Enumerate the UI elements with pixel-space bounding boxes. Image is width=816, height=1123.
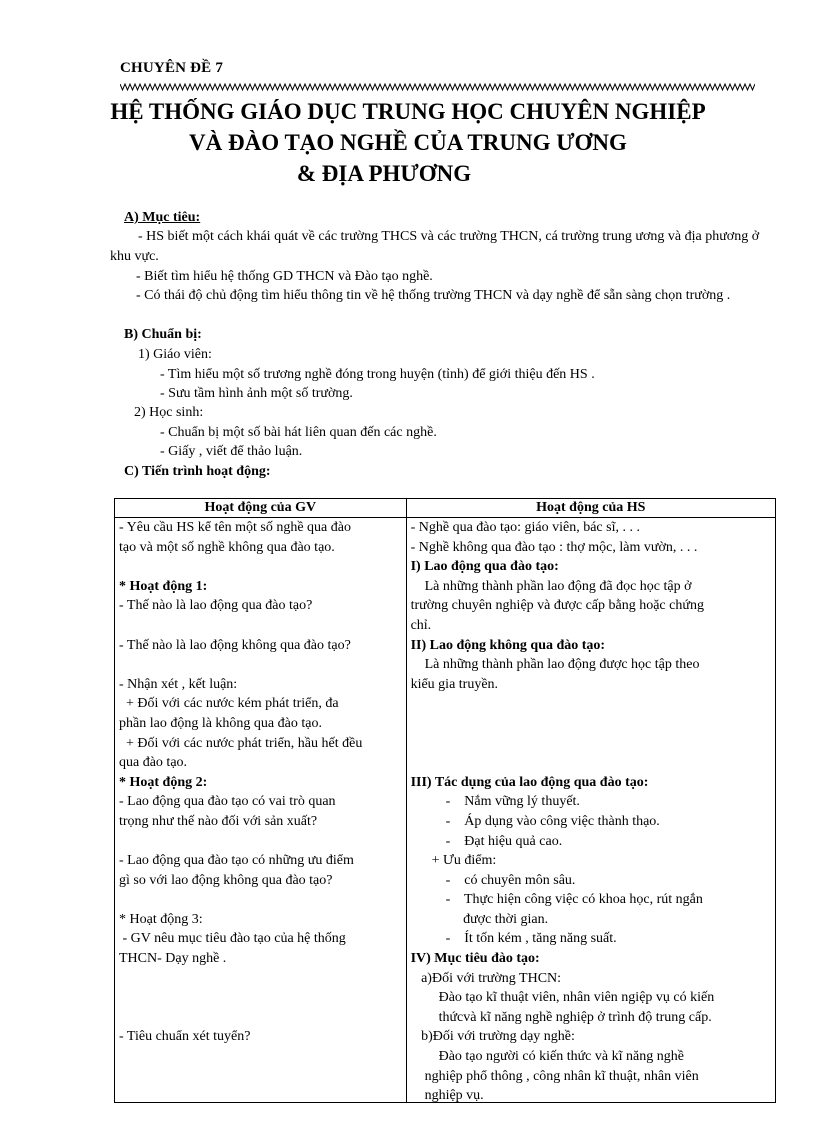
hs-line: Là những thành phần lao động được học tập theo [410,657,700,673]
page-title [0,96,816,189]
hs-heading-3: III) Tác dụng của lao động qua đào tạo: [410,774,649,790]
hs-line: Đào tạo kĩ thuật viên, nhân viên ngiệp vụ có kiến [410,990,715,1006]
gv-line: phần lao động là không qua đào tạo. [119,715,322,731]
hs-line: - Nghề không qua đào tạo : thợ mộc, làm vườn, . . . [410,539,698,555]
student-label: 2) Học sinh: [134,405,204,420]
hs-activities-cell [406,518,775,1103]
title-line-3: & ĐỊA PHƯƠNG [296,161,472,186]
gv-line: gì so với lao động không qua đào tạo? [119,872,333,888]
hs-line: Đào tạo người có kiến thức và kĩ năng nghề [410,1049,684,1065]
hs-line: - Nghề qua đào tạo: giáo viên, bác sĩ, . . . [410,520,640,535]
hs-line: Là những thành phần lao động đã đọc học tập ở [410,578,692,594]
col-header-gv: Hoạt động của GV [115,499,407,518]
gv-line: - Nhận xét , kết luận: [119,676,238,692]
wavy-divider [120,82,755,92]
hs-line: a)Đối với trường THCN: [410,970,562,986]
hs-line: - Nắm vững lý thuyết. [410,794,580,810]
activity-2-heading: * Hoạt động 2: [119,774,208,790]
teacher-label: 1) Giáo viên: [138,347,212,362]
hs-line: - Ít tốn kém , tăng năng suất. [410,931,617,947]
hs-line: - có chuyên môn sâu. [410,872,576,888]
activity-table [114,498,776,1103]
gv-line: - GV nêu mục tiêu đào tạo của hệ thống [119,931,346,947]
section-c-heading: C) Tiến trình hoạt động: [124,464,271,479]
student-item-1: - Chuẩn bị một số bài hát liên quan đến các nghề. [160,425,437,440]
section-a-heading: A) Mục tiêu: [124,210,201,225]
table-row [115,518,776,1103]
hs-line: nghiệp phổ thông , công nhân kĩ thuật, nhân viên [410,1068,699,1084]
section-a-p2: - Biết tìm hiểu hệ thống GD THCN và Đào tạo nghề. [136,269,433,284]
gv-line: trọng như thế nào đối với sản xuất? [119,813,318,829]
hs-heading-4: IV) Mục tiêu đào tạo: [410,951,540,967]
gv-activities-cell [115,518,407,1103]
title-line-1: HỆ THỐNG GIÁO DỤC TRUNG HỌC CHUYÊN NGHIỆP [110,99,706,124]
hs-line: thứcvà kĩ năng nghề nghiệp ở trình độ trung cấp. [410,1009,712,1025]
gv-line: - Yêu cầu HS kể tên một số nghề qua đào [119,520,351,535]
hs-line: b)Đối với trường dạy nghề: [410,1029,575,1045]
hs-line: chỉ. [410,617,432,633]
hs-line: trường chuyên nghiệp và được cấp bằng hoặc chứng [410,598,704,614]
hs-line: - Thực hiện công việc có khoa học, rút ngắn [410,892,703,908]
hs-line: + Ưu điểm: [410,853,497,869]
teacher-item-2: - Sưu tầm hình ảnh một số trường. [160,386,353,401]
hs-line: được thời gian. [410,911,549,927]
gv-line: THCN- Dạy nghề . [119,951,227,967]
hs-line: kiểu gia truyền. [410,676,499,692]
hs-line: - Đạt hiệu quả cao. [410,833,563,849]
section-b-heading: B) Chuẩn bị: [124,327,202,342]
gv-line: - Thế nào là lao động không qua đào tạo? [119,637,351,653]
gv-line: + Đối với các nước kém phát triển, đa [119,696,339,712]
teacher-item-1: - Tìm hiểu một số trương nghề đóng trong huyện (tỉnh) để giới thiệu đến HS . [160,367,595,382]
col-header-hs: Hoạt động của HS [406,499,775,518]
gv-line: qua đào tạo. [119,755,188,771]
title-line-2: VÀ ĐÀO TẠO NGHỀ CỦA TRUNG ƯƠNG [189,130,627,155]
hs-heading-1: I) Lao động qua đào tạo: [410,559,559,575]
table-header-row [115,499,776,518]
section-a-p1: - HS biết một cách khái quát về các trường THCS và các trường THCN, cá trường trung ương và địa phương ở khu vực. [110,229,760,264]
student-item-2: - Giấy , viết để thảo luận. [160,444,303,459]
gv-line: - Thế nào là lao động qua đào tạo? [119,598,313,614]
gv-line: - Lao động qua đào tạo có vai trò quan [119,794,336,810]
section-a-p3: - Có thái độ chủ động tìm hiểu thông tin về hệ thống trường THCN và dạy nghề để sẵn sàng chọn trường . [136,288,731,303]
gv-line: - Lao động qua đào tạo có những ưu điểm [119,853,354,869]
activity-1-heading: * Hoạt động 1: [119,578,208,594]
activity-3-heading: * Hoạt động 3: [119,911,203,927]
gv-line: + Đối với các nước phát triển, hầu hết đều [119,735,363,751]
hs-line: - Áp dụng vào công việc thành thạo. [410,813,660,829]
gv-line: tạo và một số nghề không qua đào tạo. [119,539,335,555]
gv-line: - Tiêu chuẩn xét tuyển? [119,1029,251,1045]
hs-heading-2: II) Lao động không qua đào tạo: [410,637,606,653]
hs-line: nghiệp vụ. [410,1088,484,1104]
topic-label: CHUYÊN ĐỀ 7 [120,60,224,76]
